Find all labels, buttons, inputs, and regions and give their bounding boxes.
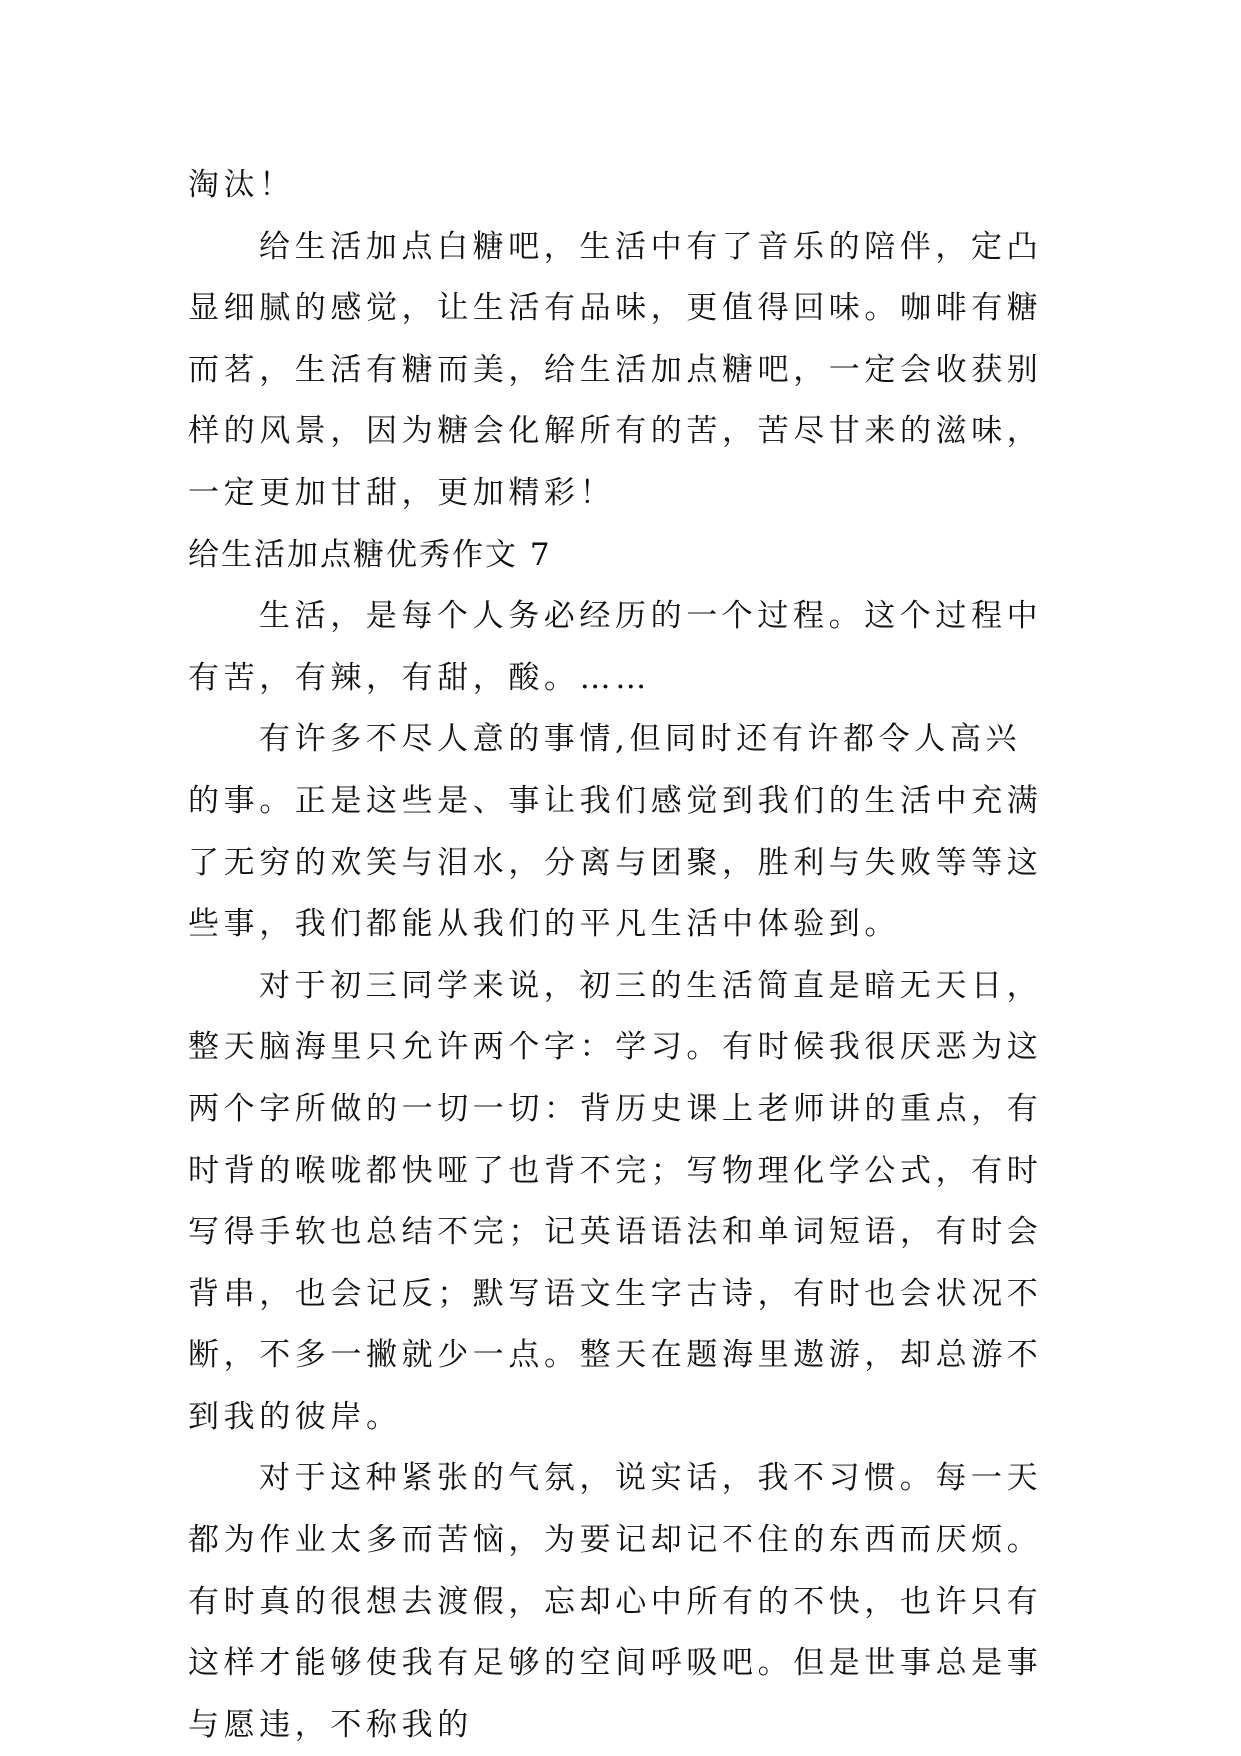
paragraph-6: 对于这种紧张的气氛，说实话，我不习惯。每一天都为作业太多而苦恼，为要记却记不住的东西而厌烦。有时真的很想去渡假，忘却心中所有的不快，也许只有这样才能够使我有足够的空间呼吸吧。但是世事总是事与愿违，不称我的 xyxy=(188,1460,1043,1743)
paragraph-5: 对于初三同学来说，初三的生活简直是暗无天日，整天脑海里只允许两个字：学习。有时候我很厌恶为这两个字所做的一切一切：背历史课上老师讲的重点，有时背的喉咙都快哑了也背不完；写物理化学公式，有时写得手软也总结不完；记英语语法和单词短语，有时会背串，也会记反；默写语文生字古诗，有时也会状况不断，不多一撇就少一点。整天在题海里遨游，却总游不到我的彼岸。 xyxy=(188,967,1043,1435)
section-heading: 给生活加点糖优秀作文 7 xyxy=(188,536,552,573)
paragraph-4: 有许多不尽人意的事情,但同时还有许都令人高兴的事。正是这些是、事让我们感觉到我们的生活中充满了无穷的欢笑与泪水，分离与团聚，胜利与失败等等这些事，我们都能从我们的平凡生活中体验到。 xyxy=(188,721,1043,943)
paragraph-2: 给生活加点白糖吧，生活中有了音乐的陪伴，定凸显细腻的感觉，让生活有品味，更值得回味。咖啡有糖而茗，生活有糖而美，给生活加点糖吧，一定会收获别样的风景，因为糖会化解所有的苦，苦尽甘来的滋味，一定更加甘甜，更加精彩！ xyxy=(188,228,1043,511)
paragraph-1: 淘汰！ xyxy=(188,167,295,203)
document-body xyxy=(188,155,1050,1756)
paragraph-3: 生活，是每个人务必经历的一个过程。这个过程中有苦，有辣，有甜，酸。…… xyxy=(188,598,1043,696)
